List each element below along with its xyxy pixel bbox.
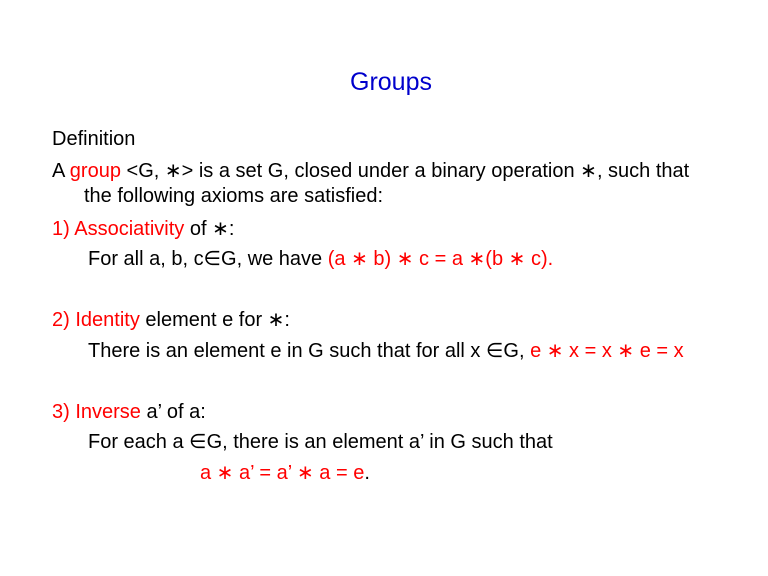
group-definition-line xyxy=(52,159,689,183)
axiom-1-heading xyxy=(52,217,234,241)
intro-article: A xyxy=(52,160,70,182)
axiom-3-formula-line xyxy=(200,461,370,485)
slide-title: Groups xyxy=(350,68,432,96)
axiom-1-rest: of ∗: xyxy=(184,218,235,240)
axiom-1-name: Associativity xyxy=(74,218,185,240)
axiom-2-formula: e ∗ x = x ∗ e = x xyxy=(530,340,684,362)
axiom-2-rest: element e for ∗: xyxy=(139,309,290,331)
axiom-3-statement: For each a ∈G, there is an element a’ in G such that xyxy=(88,431,553,453)
axiom-1-statement xyxy=(88,247,553,271)
group-definition-continuation: the following axioms are satisfied: xyxy=(84,185,384,207)
axiom-2-heading xyxy=(52,308,290,332)
axiom-3-rest: a’ of a: xyxy=(140,401,206,423)
axiom-2-name: Identity xyxy=(75,309,140,331)
axiom-1-number: 1) xyxy=(52,218,75,240)
axiom-1-text: For all a, b, c∈G, we have xyxy=(88,248,328,270)
axiom-3-number: 3) xyxy=(52,401,76,423)
intro-rest: <G, ∗> is a set G, closed under a binary operation ∗, such that xyxy=(120,160,690,182)
axiom-3-period: . xyxy=(364,462,370,484)
axiom-2-number: 2) xyxy=(52,309,76,331)
axiom-3-heading xyxy=(52,400,206,424)
axiom-3-formula: a ∗ a’ = a’ ∗ a = e xyxy=(200,462,365,484)
axiom-3-name: Inverse xyxy=(75,401,141,423)
axiom-2-statement xyxy=(88,339,684,363)
group-term: group xyxy=(69,160,121,182)
axiom-2-text: There is an element e in G such that for all x ∈G, xyxy=(88,340,531,362)
definition-heading: Definition xyxy=(52,128,136,150)
axiom-1-formula: (a ∗ b) ∗ c = a ∗(b ∗ c). xyxy=(327,248,554,270)
